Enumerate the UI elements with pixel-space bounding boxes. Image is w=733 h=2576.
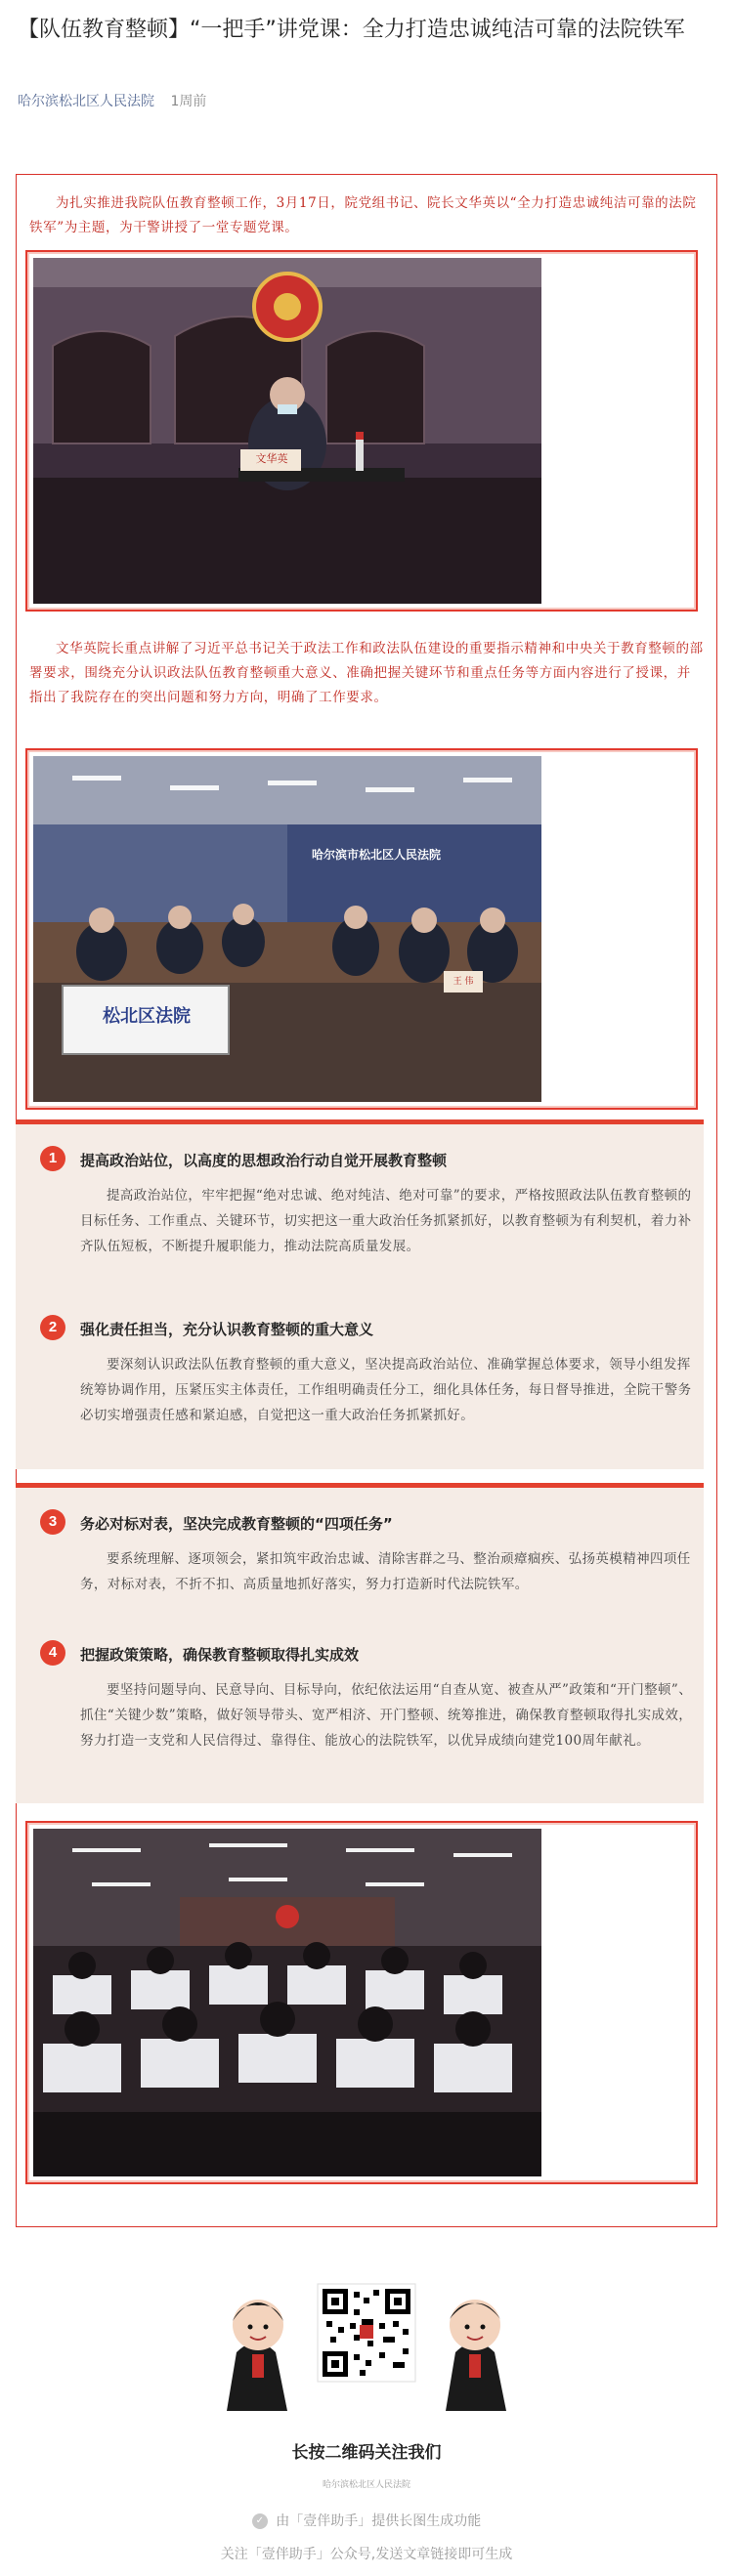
point-title-1: 提高政治站位，以高度的思想政治行动自觉开展教育整顿 bbox=[80, 1152, 448, 1169]
qr-watermark: 哈尔滨松北区人民法院 bbox=[322, 2480, 410, 2490]
point-title-3: 务必对标对表，坚决完成教育整顿的“四项任务” bbox=[80, 1515, 393, 1533]
photo-frame-3 bbox=[25, 1821, 698, 2184]
photo-audience-front bbox=[33, 756, 541, 1102]
article-meta bbox=[18, 91, 206, 110]
point-number-2: 2 bbox=[40, 1315, 65, 1340]
photo-frame-1 bbox=[25, 250, 698, 612]
point-title-2: 强化责任担当，充分认识教育整顿的重大意义 bbox=[80, 1321, 374, 1338]
footer-line-2: 关注「壹伴助手」公众号,发送文章链接即可生成 bbox=[220, 2547, 513, 2562]
photo-lecture bbox=[33, 258, 541, 604]
author-link[interactable]: 哈尔滨松北区人民法院 bbox=[18, 94, 154, 109]
mascot-right bbox=[446, 2300, 506, 2411]
nameplate-wangwei: 王 伟 bbox=[453, 977, 474, 987]
point-number-1: 1 bbox=[40, 1146, 65, 1171]
point-number-4: 4 bbox=[40, 1640, 65, 1666]
publish-time: 1周前 bbox=[170, 94, 207, 109]
point-body-3: 要系统理解、逐项领会，紧扣筑牢政治忠诚、清除害群之马、整治顽瘴痼疾、弘扬英模精神四项任务，对标对表，不折不扣、高质量地抓好落实，努力打造新时代法院铁军。 bbox=[80, 1551, 691, 1592]
point-body-4: 要坚持问题导向、民意导向、目标导向，依纪依法运用“自查从宽、被查从严”政策和“开门整顿”、抓住“关键少数”策略，做好领导带头、宽严相济、开门整顿、统筹推进，确保教育整顿取得扎实成效，努力打造一支党和人民信得过、靠得住、能放心的法院铁军，以优异成绩向建党100周年献礼。 bbox=[80, 1682, 693, 1749]
point-title-4: 把握政策策略，确保教育整顿取得扎实成效 bbox=[80, 1646, 360, 1664]
qr-follow-block bbox=[207, 2264, 526, 2497]
intro-paragraph-1: 为扎实推进我院队伍教育整顿工作，3月17日，院党组书记、院长文华英以“全力打造忠诚纯洁可靠的法院铁军”为主题，为干警讲授了一堂专题党课。 bbox=[29, 195, 697, 235]
points-section-a bbox=[16, 1119, 704, 1469]
nameplate-wenhuaying: 文华英 bbox=[255, 452, 288, 465]
qr-code-icon bbox=[318, 2284, 415, 2382]
mascot-left bbox=[227, 2300, 287, 2411]
sign-songbei-court: 松北区法院 bbox=[103, 1006, 191, 1027]
article-title: 【队伍教育整顿】“一把手”讲党课：全力打造忠诚纯洁可靠的法院铁军 bbox=[18, 18, 685, 42]
point-body-2: 要深刻认识政法队伍教育整顿的重大意义，坚决提高政治站位、准确掌握总体要求，领导小组发挥统筹协调作用，压紧压实主体责任，工作组明确责任分工，细化具体任务，每日督导推进，全院干警务必切实增强责任感和紧迫感，自觉把这一重大政治任务抓紧抓好。 bbox=[80, 1357, 692, 1423]
point-body-1: 提高政治站位，牢牢把握“绝对忠诚、绝对纯洁、绝对可靠”的要求，严格按照政法队伍教育整顿的目标任务、工作重点、关键环节，切实把这一重大政治任务抓紧抓好，以教育整顿为有利契机，着力补齐队伍短板，不断提升履职能力，推动法院高质量发展。 bbox=[80, 1188, 692, 1254]
photo-frame-2 bbox=[25, 748, 698, 1110]
mascot-illustration bbox=[207, 2264, 526, 2430]
intro-paragraph-2: 文华英院长重点讲解了习近平总书记关于政法工作和政法队伍建设的重要指示精神和中央关于教育整顿的部署要求，围绕充分认识政法队伍教育整顿重大意义、准确把握关键环节和重点任务等方面内容进行了授课，并指出了我院存在的突出问题和努力方向，明确了工作要求。 bbox=[29, 641, 704, 705]
qr-caption: 长按二维码关注我们 bbox=[291, 2443, 442, 2463]
photo-audience-rear bbox=[33, 1829, 541, 2176]
point-number-3: 3 bbox=[40, 1509, 65, 1535]
footer-line-1: 由「壹伴助手」提供长图生成功能 bbox=[276, 2513, 482, 2529]
points-section-b bbox=[16, 1483, 704, 1803]
footer-generator-note bbox=[0, 2511, 733, 2530]
banner-court-name: 哈尔滨市松北区人民法院 bbox=[312, 848, 442, 862]
yiban-logo-icon: ✓ bbox=[252, 2513, 268, 2529]
